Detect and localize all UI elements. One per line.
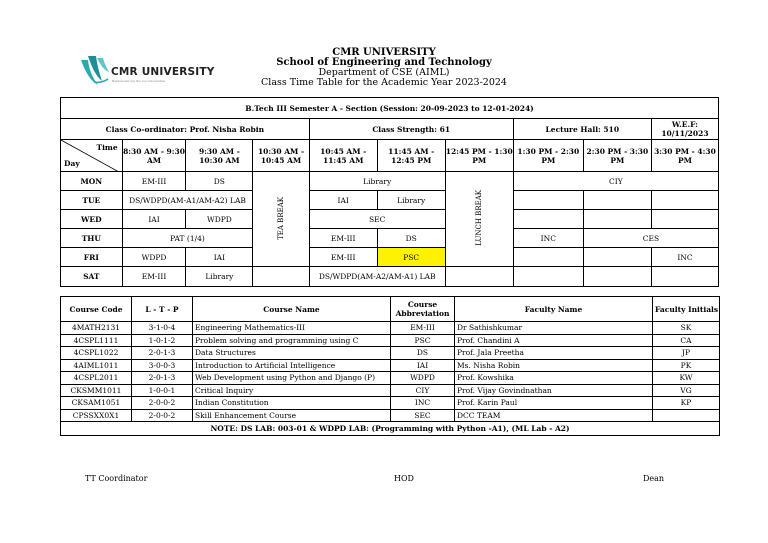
period-cell: EM-III [122, 172, 186, 191]
course-abbreviation: CIY [391, 384, 455, 397]
course-ltp: 3-0-0-3 [132, 359, 193, 372]
table-row [61, 384, 720, 397]
course-abbreviation: EM-III [391, 322, 455, 335]
faculty-name-header: Faculty Name [455, 297, 653, 322]
faculty-initials: SK [653, 322, 720, 335]
period-cell: CES [583, 229, 718, 248]
slot-header: 11:45 AM - 12:45 PM [377, 140, 445, 172]
class-coordinator: Class Co-ordinator: Prof. Nisha Robin [61, 119, 310, 140]
course-code: 4AIML1011 [61, 359, 132, 372]
course-ltp: 2-0-0-2 [132, 409, 193, 422]
slot-header: 9:30 AM - 10:30 AM [186, 140, 253, 172]
empty-cell [583, 248, 651, 267]
department-name: Department of CSE (AIML) [318, 67, 450, 78]
signature-dean: Dean [643, 474, 665, 483]
timetable [60, 97, 719, 287]
empty-cell [583, 267, 651, 287]
slot-header: 2:30 PM - 3:30 PM [583, 140, 651, 172]
table-row [61, 334, 720, 347]
period-cell: SEC [309, 210, 445, 229]
course-abbreviation: DS [391, 347, 455, 360]
faculty-initials [653, 409, 720, 422]
faculty-initials: PK [653, 359, 720, 372]
lab-note: NOTE: DS LAB: 003-01 & WDPD LAB: (Programming with Python -A1), (ML Lab - A2) [61, 422, 720, 436]
course-name: Critical Inquiry [193, 384, 391, 397]
course-code: 4MATH2131 [61, 322, 132, 335]
faculty-name: Prof. Kowshika [455, 372, 653, 385]
period-cell: DS [377, 229, 445, 248]
period-cell: IAI [122, 210, 186, 229]
day-label: Day [64, 159, 80, 168]
course-code-header: Course Code [61, 297, 132, 322]
day-wed: WED [61, 210, 123, 229]
day-thu: THU [61, 229, 123, 248]
course-ltp: 1-0-1-2 [132, 334, 193, 347]
slot-header: 10:30 AM - 10:45 AM [253, 140, 309, 172]
course-ltp: 2-0-0-2 [132, 397, 193, 410]
table-row [61, 397, 720, 410]
slot-header: 12:45 PM - 1:30 PM [445, 140, 513, 172]
empty-cell [651, 267, 718, 287]
slot-header: 8:30 AM - 9:30 AM [122, 140, 186, 172]
school-name: School of Engineering and Technology [276, 57, 492, 68]
lunch-break-cell [445, 172, 513, 267]
highlighted-period-cell: PSC [377, 248, 445, 267]
course-abbreviation: WDPD [391, 372, 455, 385]
period-cell: INC [651, 248, 718, 267]
course-ltp: 2-0-1-3 [132, 347, 193, 360]
lunch-break-label: LUNCH BREAK [474, 190, 483, 246]
time-day-header [61, 140, 123, 172]
course-abbreviation-header: Course Abbreviation [391, 297, 455, 322]
course-name: Problem solving and programming using C [193, 334, 391, 347]
logo-brand-text: CMR UNIVERSITY [111, 66, 215, 78]
day-fri: FRI [61, 248, 123, 267]
course-code: 4CSPL1111 [61, 334, 132, 347]
empty-cell [583, 210, 651, 229]
faculty-initials: JP [653, 347, 720, 360]
table-row [61, 372, 720, 385]
course-code: 4CSPL1022 [61, 347, 132, 360]
table-row [61, 409, 720, 422]
faculty-initials: KW [653, 372, 720, 385]
table-row [61, 359, 720, 372]
course-code: CKSMM1011 [61, 384, 132, 397]
period-cell: IAI [309, 191, 377, 210]
faculty-name: DCC TEAM [455, 409, 653, 422]
faculty-name: Prof. Karin Paul [455, 397, 653, 410]
course-ltp: 1-0-0-1 [132, 384, 193, 397]
faculty-initials-header: Faculty Initials [653, 297, 720, 322]
course-abbreviation: PSC [391, 334, 455, 347]
course-code: 4CSPL2011 [61, 372, 132, 385]
class-strength: Class Strength: 61 [309, 119, 513, 140]
ltp-header: L - T - P [132, 297, 193, 322]
course-code: CKSAM1051 [61, 397, 132, 410]
document-title: Class Time Table for the Academic Year 2023-2024 [261, 77, 507, 88]
period-cell: DS/WDPD(AM-A1/AM-A2) LAB [122, 191, 253, 210]
period-cell: Library [377, 191, 445, 210]
slot-header: 3:30 PM - 4:30 PM [651, 140, 718, 172]
course-abbreviation: INC [391, 397, 455, 410]
period-cell: Library [186, 267, 253, 287]
logo-tagline: Ranked among the top universities [112, 79, 166, 83]
faculty-name: Prof. Chandini A [455, 334, 653, 347]
faculty-name: Prof. Vijay Govindnathan [455, 384, 653, 397]
signature-tt-coordinator: TT Coordinator [85, 474, 148, 483]
course-name-header: Course Name [193, 297, 391, 322]
course-ltp: 2-0-1-3 [132, 372, 193, 385]
course-name: Indian Constitution [193, 397, 391, 410]
period-cell: WDPD [186, 210, 253, 229]
empty-cell [651, 210, 718, 229]
wef-date: W.E.F: 10/11/2023 [651, 119, 718, 140]
faculty-name: Prof. Jala Preetha [455, 347, 653, 360]
faculty-initials: VG [653, 384, 720, 397]
signature-hod: HOD [394, 474, 414, 483]
faculty-initials: CA [653, 334, 720, 347]
period-cell: INC [513, 229, 583, 248]
course-abbreviation: IAI [391, 359, 455, 372]
period-cell: EM-III [309, 229, 377, 248]
faculty-name: Ms. Nisha Robin [455, 359, 653, 372]
empty-cell [253, 267, 309, 287]
day-tue: TUE [61, 191, 123, 210]
section-title: B.Tech III Semester A - Section (Session: 20-09-2023 to 12-01-2024) [61, 98, 719, 119]
time-label: Time [96, 143, 118, 152]
table-row [61, 322, 720, 335]
course-code: CPSSXX0X1 [61, 409, 132, 422]
period-cell: PAT (1/4) [122, 229, 253, 248]
tea-break-cell [253, 172, 309, 267]
course-name: Skill Enhancement Course [193, 409, 391, 422]
course-name: Engineering Mathematics-III [193, 322, 391, 335]
period-cell: Library [309, 172, 445, 191]
empty-cell [513, 267, 583, 287]
course-name: Introduction to Artificial Intelligence [193, 359, 391, 372]
empty-cell [513, 248, 583, 267]
course-abbreviation: SEC [391, 409, 455, 422]
table-row [61, 347, 720, 360]
period-cell: WDPD [122, 248, 186, 267]
empty-cell [445, 267, 513, 287]
day-sat: SAT [61, 267, 123, 287]
course-ltp: 3-1-0-4 [132, 322, 193, 335]
day-mon: MON [61, 172, 123, 191]
course-name: Web Development using Python and Django (P) [193, 372, 391, 385]
slot-header: 1:30 PM - 2:30 PM [513, 140, 583, 172]
empty-cell [583, 191, 651, 210]
faculty-name: Dr Sathishkumar [455, 322, 653, 335]
empty-cell [513, 191, 583, 210]
empty-cell [651, 191, 718, 210]
course-table [60, 296, 720, 436]
period-cell: IAI [186, 248, 253, 267]
slot-header: 10:45 AM - 11:45 AM [309, 140, 377, 172]
period-cell: DS [186, 172, 253, 191]
empty-cell [513, 210, 583, 229]
period-cell: EM-III [122, 267, 186, 287]
lecture-hall: Lecture Hall: 510 [513, 119, 651, 140]
period-cell: EM-III [309, 248, 377, 267]
tea-break-label: TEA BREAK [276, 196, 285, 240]
period-cell: DS/WDPD(AM-A2/AM-A1) LAB [309, 267, 445, 287]
course-name: Data Structures [193, 347, 391, 360]
university-name: CMR UNIVERSITY [332, 47, 436, 58]
faculty-initials: KP [653, 397, 720, 410]
period-cell: CIY [513, 172, 718, 191]
